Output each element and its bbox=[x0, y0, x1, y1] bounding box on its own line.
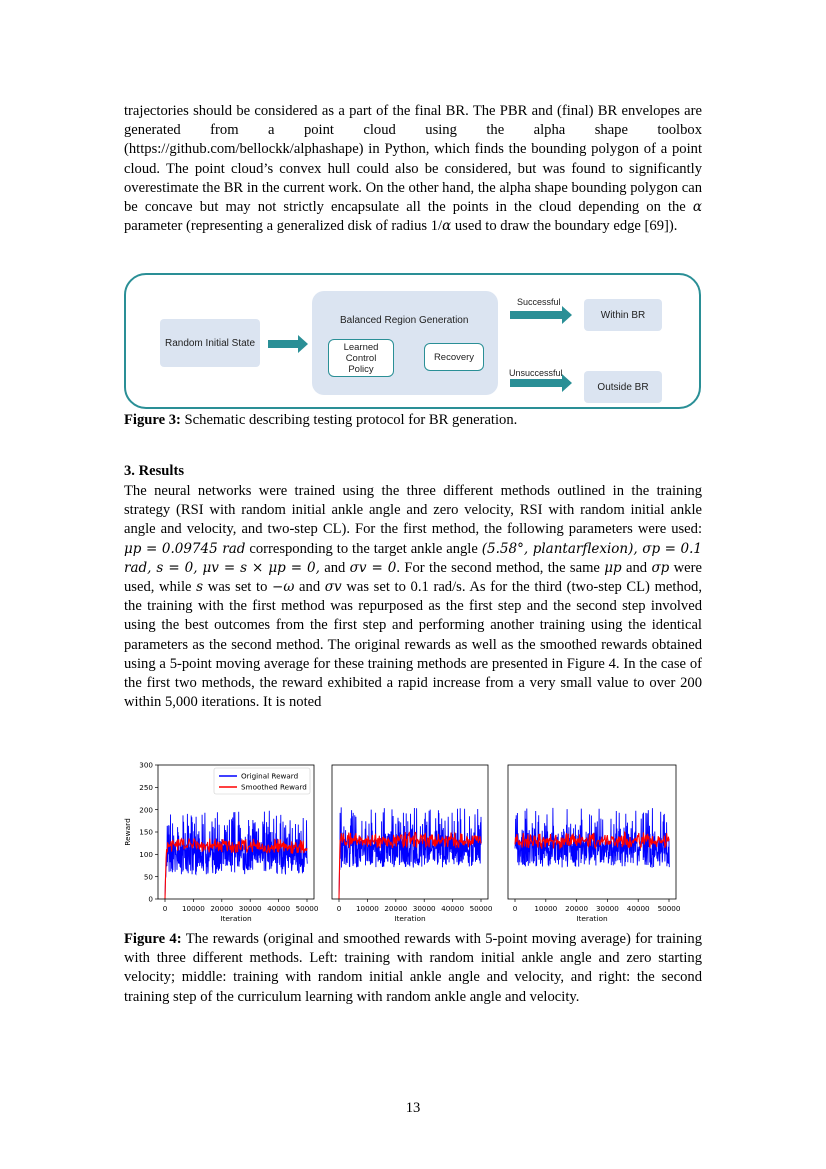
y-tick-label-6: 300 bbox=[139, 760, 153, 770]
x-tick-label-middle-0: 0 bbox=[336, 904, 342, 913]
x-tick-label-right-4: 40000 bbox=[626, 904, 650, 913]
intro-text: trajectories should be considered as a part of the final BR. The PBR and (final) BR envelopes are generated from a point cloud using the alpha shape toolbox (https://github.com/bellockk/alphashape) in Python, which finds the bounding polygon of a point cloud. The point cloud’s convex hull could also be considered, but was found to significantly overestimate the BR in the current work. On the other hand, the alpha shape bounding polygon can be concave but may not strictly encapsulate all the points in the cloud depending on the bbox=[124, 103, 702, 216]
results-m6: s bbox=[196, 579, 204, 596]
results-s9: was set to 0.1 rad/s. As for the third (two-step CL) method, the training with the first method was repurposed as the first step and the second step involved using the best outcomes from the first step and performing another training using the identical parameters as the second method. The original rewards as well as the smoothed rewards obtained using a 5-point moving average for these training methods are presented in Figure 4. In the case of the first two methods, the reward exhibited a rapid increase from a very small value to over 200 within 5,000 iterations. It is noted bbox=[124, 579, 702, 711]
y-axis-label: Reward bbox=[123, 818, 132, 846]
figure-3-text: Schematic describing testing protocol for BR generation. bbox=[184, 412, 518, 428]
alpha-symbol: α bbox=[692, 199, 702, 216]
legend-label-0: Original Reward bbox=[241, 771, 299, 781]
results-m2: (5.58°, plantarflexion), σp = 0.1 rad, s = 0, μv = s × μp = 0, bbox=[124, 540, 703, 576]
x-tick-label-middle-2: 20000 bbox=[384, 904, 408, 913]
chart-panel-left bbox=[123, 761, 319, 923]
arrow-successful bbox=[510, 306, 572, 324]
x-tick-label-right-1: 10000 bbox=[534, 904, 558, 913]
figure-4-charts bbox=[118, 758, 690, 926]
successful-label: Successful bbox=[517, 297, 561, 307]
outside-br-box bbox=[584, 371, 662, 403]
x-tick-label-left-2: 20000 bbox=[210, 904, 234, 913]
x-tick-label-right-0: 0 bbox=[512, 904, 518, 913]
y-tick-label-0: 0 bbox=[148, 894, 153, 904]
intro-text-end1: parameter (representing a generalized disk of radius 1/ bbox=[124, 218, 443, 235]
y-tick-label-1: 50 bbox=[143, 872, 153, 882]
results-paragraph bbox=[124, 482, 702, 712]
x-tick-label-left-5: 50000 bbox=[295, 904, 319, 913]
within-br-box bbox=[584, 299, 662, 331]
x-axis-label-middle: Iteration bbox=[394, 914, 426, 923]
recovery-box bbox=[424, 343, 484, 371]
chart-panel-middle bbox=[332, 765, 493, 923]
x-tick-label-left-1: 10000 bbox=[181, 904, 205, 913]
figure-4-label: Figure 4: bbox=[124, 931, 182, 947]
x-tick-label-middle-5: 50000 bbox=[469, 904, 493, 913]
intro-paragraph bbox=[124, 102, 702, 236]
results-s5: and bbox=[626, 559, 648, 576]
x-tick-label-middle-1: 10000 bbox=[355, 904, 379, 913]
results-s7: was set to bbox=[207, 579, 268, 596]
results-s2: corresponding to the target ankle angle bbox=[249, 540, 478, 557]
x-tick-label-left-0: 0 bbox=[162, 904, 168, 913]
y-tick-label-4: 200 bbox=[139, 805, 153, 815]
results-m1: μp = 0.09745 rad bbox=[124, 540, 246, 557]
results-m4: μp bbox=[604, 559, 622, 576]
y-tick-label-5: 250 bbox=[139, 782, 153, 792]
y-tick-label-3: 150 bbox=[139, 827, 153, 837]
results-s4: . For the second method, the same bbox=[396, 559, 600, 576]
results-s6: were used, while bbox=[124, 559, 702, 596]
x-axis-label-left: Iteration bbox=[220, 914, 252, 923]
results-s1: The neural networks were trained using the three different methods outlined in the training strategy (RSI with random initial ankle angle and zero velocity, RSI with random initial ankle angle and velocity, and two-step CL). For the first method, the following parameters were used: bbox=[124, 483, 702, 538]
unsuccessful-label: Unsuccessful bbox=[509, 368, 563, 378]
alpha-symbol-2: α bbox=[442, 218, 452, 235]
results-m3: σv = 0 bbox=[349, 559, 397, 576]
figure-4-text: The rewards (original and smoothed rewards with 5-point moving average) for training with three different methods. Left: training with random initial ankle angle and zero starting velocity; middle: training with random initial ankle angle and velocity, and right: the second training step of the curriculum learning with random ankle angle and velocity. bbox=[124, 931, 702, 1005]
series-original-left bbox=[165, 811, 307, 899]
figure-3-caption bbox=[124, 411, 702, 430]
x-tick-label-left-4: 40000 bbox=[267, 904, 291, 913]
results-s8: and bbox=[299, 579, 321, 596]
x-tick-label-left-3: 30000 bbox=[238, 904, 262, 913]
intro-text-end2: used to draw the boundary edge [69]). bbox=[454, 218, 678, 235]
chart-panel-right bbox=[508, 765, 681, 923]
learned-policy-label: Learned Control Policy bbox=[343, 341, 379, 375]
series-original-middle bbox=[339, 807, 481, 899]
figure-4-caption bbox=[124, 930, 702, 1007]
outside-br-label: Outside BR bbox=[597, 381, 649, 393]
x-tick-label-middle-4: 40000 bbox=[441, 904, 465, 913]
results-m7: −ω bbox=[272, 579, 295, 596]
y-tick-label-2: 100 bbox=[139, 849, 153, 859]
results-m5: σp bbox=[651, 559, 670, 576]
figure-3-label: Figure 3: bbox=[124, 412, 181, 428]
x-tick-label-right-5: 50000 bbox=[657, 904, 681, 913]
schematic-frame bbox=[124, 273, 701, 409]
learned-policy-box bbox=[328, 339, 394, 377]
within-br-label: Within BR bbox=[600, 309, 646, 321]
x-tick-label-right-2: 20000 bbox=[565, 904, 589, 913]
results-s3: and bbox=[324, 559, 346, 576]
x-tick-label-right-3: 30000 bbox=[595, 904, 619, 913]
x-tick-label-middle-3: 30000 bbox=[412, 904, 436, 913]
page-number: 13 bbox=[405, 1100, 421, 1116]
arrow-to-brg bbox=[268, 335, 308, 353]
legend-label-1: Smoothed Reward bbox=[241, 782, 307, 792]
chart-legend bbox=[214, 768, 310, 794]
brg-title: Balanced Region Generation bbox=[340, 315, 469, 326]
random-initial-label: Random Initial State bbox=[164, 337, 256, 349]
results-m8: σv bbox=[324, 579, 342, 596]
results-heading: 3. Results bbox=[124, 463, 184, 479]
x-axis-label-right: Iteration bbox=[576, 914, 608, 923]
recovery-label: Recovery bbox=[433, 351, 475, 363]
